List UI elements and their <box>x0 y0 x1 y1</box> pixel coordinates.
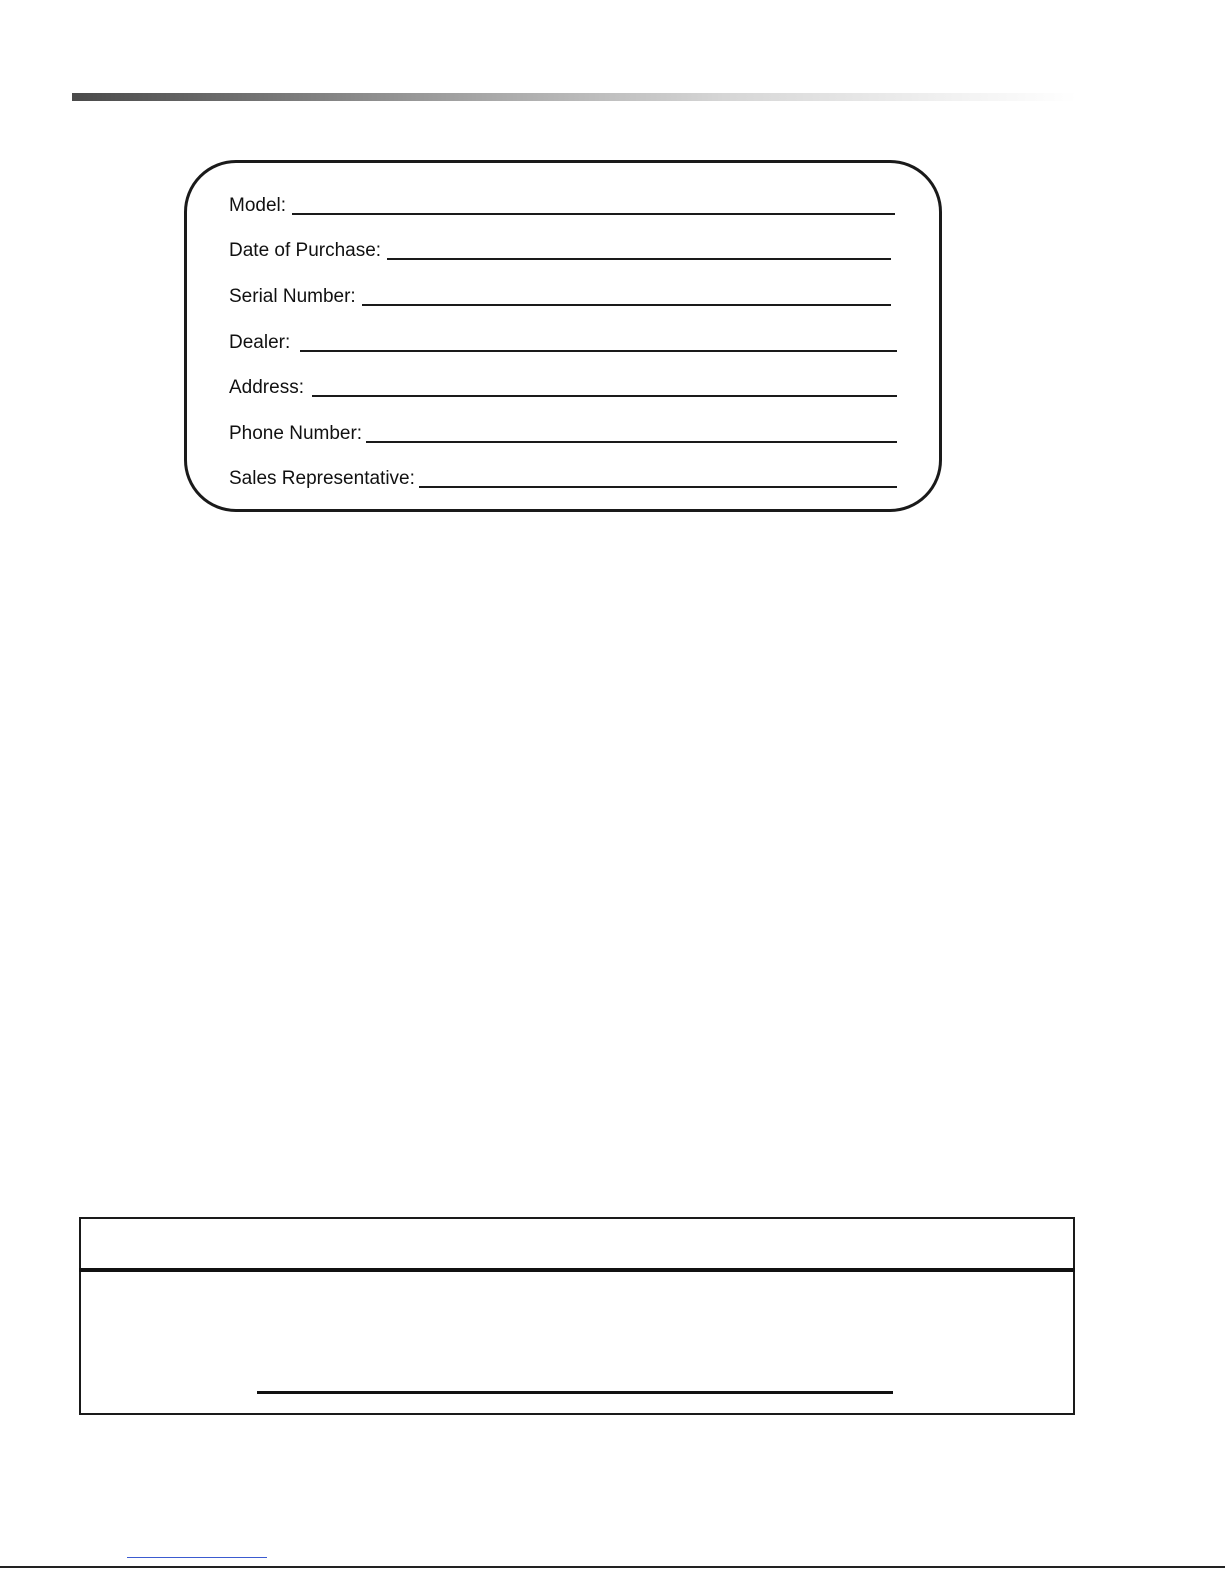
date-of-purchase-line[interactable] <box>387 258 891 260</box>
footer-link-underline <box>127 1557 267 1558</box>
sales-representative-line[interactable] <box>419 486 897 488</box>
model-label: Model: <box>229 195 287 216</box>
footer-rule <box>0 1566 1225 1568</box>
dealer-label: Dealer: <box>229 332 291 353</box>
serial-number-field[interactable] <box>229 281 891 309</box>
address-line[interactable] <box>312 395 897 397</box>
date-of-purchase-field[interactable] <box>229 235 891 263</box>
serial-number-line[interactable] <box>362 304 891 306</box>
model-line[interactable] <box>292 213 895 215</box>
phone-number-line[interactable] <box>366 441 897 443</box>
dealer-line[interactable] <box>300 350 897 352</box>
date-of-purchase-label: Date of Purchase: <box>229 240 382 261</box>
phone-number-field[interactable] <box>229 418 897 446</box>
header-gradient-bar <box>72 93 1077 101</box>
dealer-field[interactable] <box>229 327 897 355</box>
address-field[interactable] <box>229 372 897 400</box>
signature-line <box>257 1391 893 1394</box>
serial-number-label: Serial Number: <box>229 286 356 307</box>
address-label: Address: <box>229 377 304 398</box>
sales-representative-label: Sales Representative: <box>229 468 415 489</box>
info-box-divider <box>79 1268 1075 1272</box>
info-box <box>79 1217 1075 1415</box>
sales-representative-field[interactable] <box>229 463 897 491</box>
purchase-record-card <box>184 160 942 512</box>
phone-number-label: Phone Number: <box>229 423 363 444</box>
model-field[interactable] <box>229 190 895 218</box>
